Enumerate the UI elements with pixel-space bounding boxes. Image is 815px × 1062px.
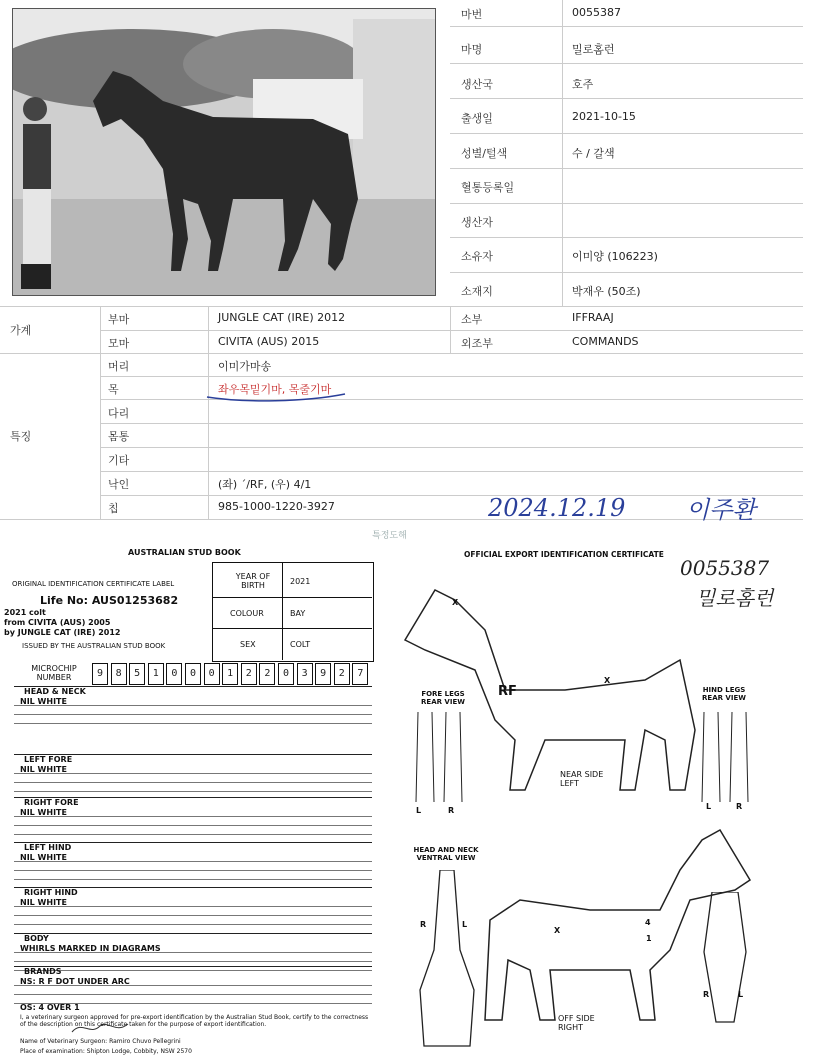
ruled-line: [14, 994, 372, 995]
exam-place: Place of examination: Shipton Lodge, Cobbity, NSW 2570: [20, 1048, 192, 1055]
ruled-line: [14, 870, 372, 871]
ruled-line: [14, 906, 372, 907]
sex-label: SEX: [240, 640, 256, 649]
ruled-line: [14, 879, 372, 880]
ruled-line: [14, 915, 372, 916]
handwritten-cert-name: 밀로홈런: [696, 586, 774, 610]
issued-by: ISSUED BY THE AUSTRALIAN STUD BOOK: [22, 642, 166, 650]
features-group-label: 특징: [10, 430, 32, 443]
sire-value: JUNGLE CAT (IRE) 2012: [218, 311, 346, 324]
microchip-digit: 0: [185, 663, 201, 685]
life-number: Life No: AUS01253682: [40, 594, 179, 607]
feature-label: 다리: [108, 407, 130, 420]
microchip-digit: 2: [334, 663, 350, 685]
face-l: L: [738, 990, 744, 999]
grandsire-label: 소부: [461, 313, 483, 326]
face-r: R: [703, 990, 710, 999]
feature-label: 몸통: [108, 430, 130, 443]
by-line: by JUNGLE CAT (IRE) 2012: [4, 628, 121, 637]
brand-four: 4: [645, 918, 651, 927]
feature-value-neck: 좌우목밑기마, 목줄기마: [218, 383, 332, 396]
handwritten-cert-number: 0055387: [680, 556, 770, 580]
dam-label: 모마: [108, 337, 130, 350]
ventral-view-diagram: [412, 870, 482, 1050]
microchip-label: MICROCHIP NUMBER: [31, 664, 77, 682]
country: 호주: [572, 78, 594, 91]
section-title: HEAD & NECK: [24, 687, 86, 696]
microchip-digit: 2: [259, 663, 275, 685]
head-neck-view-label: HEAD AND NECK VENTRAL VIEW: [413, 846, 479, 862]
ruled-line: [14, 773, 372, 774]
ruled-line: [14, 861, 372, 862]
ruled-line: [14, 816, 372, 817]
microchip-digit: 3: [297, 663, 313, 685]
info-label: 생산자: [461, 216, 493, 229]
ruled-line: [14, 705, 372, 706]
mark-rf: RF: [498, 684, 517, 699]
birth-date: 2021-10-15: [572, 110, 636, 123]
sex-value: COLT: [290, 640, 311, 649]
section-title: LEFT HIND: [24, 843, 72, 852]
brand-one: 1: [646, 934, 652, 943]
feature-label: 기타: [108, 454, 130, 467]
hind-legs-label: HIND LEGS REAR VIEW: [702, 686, 746, 702]
feature-label: 목: [108, 383, 119, 396]
ruled-line: [14, 970, 372, 971]
label-title: ORIGINAL IDENTIFICATION CERTIFICATE LABEL: [12, 580, 175, 588]
section-title: BODY: [24, 934, 49, 943]
microchip-digit: 5: [129, 663, 145, 685]
microchip-digit: 1: [148, 663, 164, 685]
hind-legs-diagram: [696, 712, 756, 808]
info-label: 성별/털색: [461, 147, 508, 160]
microchip-digit: 1: [222, 663, 238, 685]
colt-line: 2021 colt: [4, 608, 46, 617]
grandsire-value: IFFRAAJ: [572, 311, 614, 324]
microchip-digit: 0: [204, 663, 220, 685]
damsire-label: 외조부: [461, 337, 493, 350]
leg-r: R: [448, 806, 455, 815]
brand-os: OS: 4 OVER 1: [20, 1003, 80, 1012]
whorl-x: X: [604, 676, 611, 685]
ruled-line: [14, 834, 372, 835]
face-diagram: [700, 892, 750, 1042]
handwritten-signature: 이주환: [686, 496, 756, 524]
owner: 이미양 (106223): [572, 250, 658, 263]
from-line: from CIVITA (AUS) 2005: [4, 618, 111, 627]
info-label: 마명: [461, 43, 483, 56]
info-label: 혈통등록일: [461, 181, 515, 194]
microchip-digit: 8: [111, 663, 127, 685]
section-value: NIL WHITE: [20, 697, 67, 706]
microchip-digit: 9: [315, 663, 331, 685]
feature-value-brand: (좌) ´/RF, (우) 4/1: [218, 478, 312, 491]
horse-name: 밀로홈런: [572, 43, 615, 56]
info-label: 출생일: [461, 112, 493, 125]
official-title: OFFICIAL EXPORT IDENTIFICATION CERTIFICATE: [464, 550, 664, 559]
whorl-x: X: [452, 598, 459, 607]
horse-photo: [12, 8, 436, 296]
horse-number: 0055387: [572, 6, 621, 19]
info-label: 소재지: [461, 285, 493, 298]
microchip-digit: 2: [241, 663, 257, 685]
section-value: NIL WHITE: [20, 853, 67, 862]
feature-label: 머리: [108, 360, 130, 373]
feature-label: 칩: [108, 502, 119, 515]
vet-name: Name of Veterinary Surgeon: Ramiro Chuvo Pellegrini: [20, 1038, 181, 1045]
ruled-line: [14, 782, 372, 783]
section-rule: [14, 933, 372, 934]
ruled-line: [14, 791, 372, 792]
section-value: NIL WHITE: [20, 898, 67, 907]
microchip-digit: 0: [278, 663, 294, 685]
ventral-l: L: [462, 920, 468, 929]
feature-value-chip: 985-1000-1220-3927: [218, 500, 335, 513]
section-title: RIGHT HIND: [24, 888, 78, 897]
ruled-line: [14, 985, 372, 986]
sire-label: 부마: [108, 313, 130, 326]
info-label: 생산국: [461, 78, 493, 91]
section-title: RIGHT FORE: [24, 798, 79, 807]
feature-value-head: 이미가마송: [218, 360, 272, 373]
section-title: LEFT FORE: [24, 755, 73, 764]
sex-colour: 수 / 갈색: [572, 147, 615, 160]
underline-mark: [205, 391, 350, 403]
section-value: NS: R F DOT UNDER ARC: [20, 977, 130, 986]
feature-label: 낙인: [108, 478, 130, 491]
section-value: NIL WHITE: [20, 808, 67, 817]
yob-value: 2021: [290, 577, 311, 586]
section-title: BRANDS: [24, 967, 62, 976]
pedigree-group-label: 가계: [10, 324, 32, 337]
section-rule: [14, 966, 372, 967]
vet-signature: [70, 1020, 130, 1036]
ruled-line: [14, 723, 372, 724]
off-side-label: OFF SIDE RIGHT: [558, 1014, 595, 1032]
colour-value: BAY: [290, 609, 306, 618]
fore-legs-diagram: [410, 712, 470, 808]
section-value: WHIRLS MARKED IN DIAGRAMS: [20, 944, 161, 953]
ventral-r: R: [420, 920, 427, 929]
leg-l: L: [706, 802, 712, 811]
cut-text: 특정도해: [372, 531, 407, 541]
leg-r: R: [736, 802, 743, 811]
colour-label: COLOUR: [230, 609, 264, 618]
whorl-x: X: [554, 926, 561, 935]
location: 박재우 (50조): [572, 285, 641, 298]
section-value: NIL WHITE: [20, 765, 67, 774]
handwritten-date: 2024.12.19: [488, 494, 626, 522]
certification-text: I, a veterinary surgeon approved for pre-export identification by the Australian Stud Book, certify to the correctness of the description on this certificate taken for the purpose of export identification.: [20, 1014, 369, 1028]
microchip-digit: 0: [166, 663, 182, 685]
damsire-value: COMMANDS: [572, 335, 639, 348]
ruled-line: [14, 952, 372, 953]
fore-legs-label: FORE LEGS REAR VIEW: [421, 690, 465, 706]
yob-label: YEAR OF BIRTH: [235, 572, 271, 590]
info-label: 마번: [461, 8, 483, 21]
ruled-line: [14, 825, 372, 826]
info-label: 소유자: [461, 250, 493, 263]
microchip-digit: 9: [92, 663, 108, 685]
ruled-line: [14, 714, 372, 715]
near-side-label: NEAR SIDE LEFT: [560, 770, 604, 788]
ruled-line: [14, 961, 372, 962]
dam-value: CIVITA (AUS) 2015: [218, 335, 320, 348]
microchip-digit: 7: [352, 663, 368, 685]
ruled-line: [14, 924, 372, 925]
leg-l: L: [416, 806, 422, 815]
stud-book-org: AUSTRALIAN STUD BOOK: [128, 548, 241, 557]
